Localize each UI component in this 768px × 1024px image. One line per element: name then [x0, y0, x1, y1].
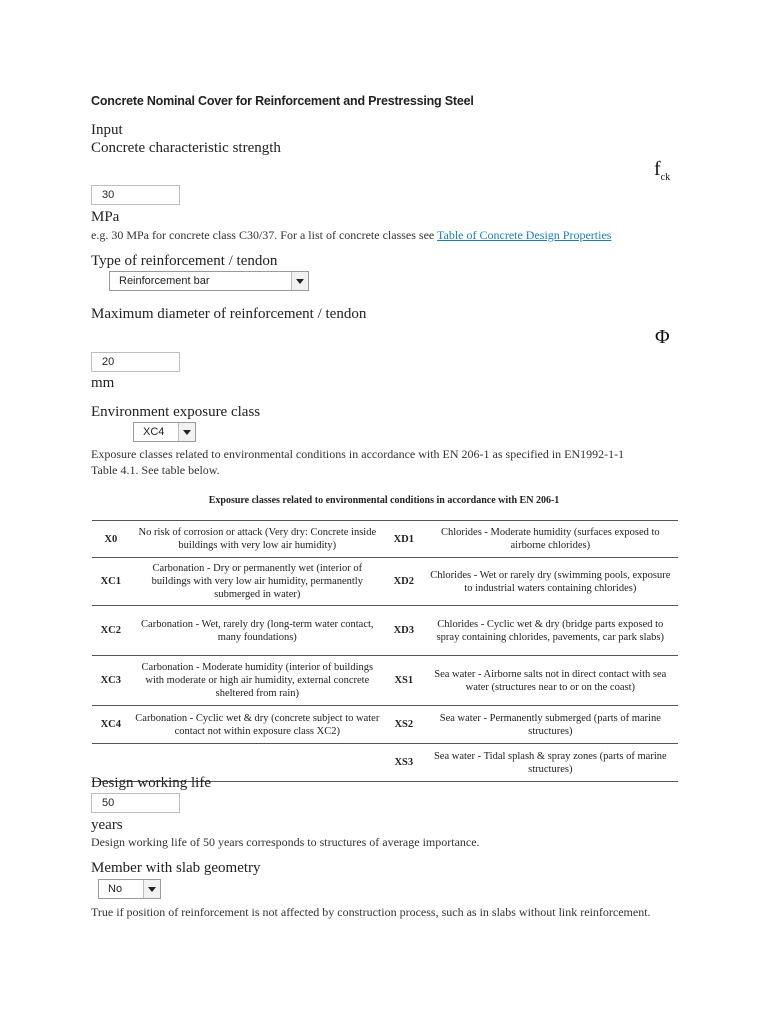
diameter-symbol: Φ [655, 326, 670, 348]
class-description: Carbonation - Cyclic wet & dry (concrete subject to water contact not within exposure class XC2) [130, 706, 385, 744]
design-life-label: Design working life [91, 775, 211, 791]
class-description: Carbonation - Moderate humidity (interior of buildings with moderate or high air humidity, external concrete sheltered from rain) [130, 656, 385, 706]
class-description: Sea water - Airborne salts not in direct contact with sea water (structures near to or on the coast) [423, 656, 678, 706]
class-code: XS2 [385, 706, 423, 744]
class-description: Carbonation - Dry or permanently wet (interior of buildings with very low air humidity, permanently submerged in water) [130, 558, 385, 606]
class-description: No risk of corrosion or attack (Very dry: Concrete inside buildings with very low air humidity) [130, 521, 385, 558]
concrete-properties-link[interactable]: Table of Concrete Design Properties [437, 228, 612, 242]
reinforcement-type-value: Reinforcement bar [119, 275, 210, 287]
max-diameter-label: Maximum diameter of reinforcement / tendon [91, 306, 367, 322]
design-life-input[interactable]: 50 [91, 793, 180, 813]
class-code: XD3 [385, 606, 423, 656]
class-code: XC3 [92, 656, 130, 706]
exposure-table [92, 520, 678, 782]
chevron-down-icon [143, 880, 160, 898]
class-code: XD2 [385, 558, 423, 606]
slab-label: Member with slab geometry [91, 860, 261, 876]
exposure-label: Environment exposure class [91, 404, 261, 420]
class-description: Chlorides - Wet or rarely dry (swimming pools, exposure to industrial waters containing chlorides) [423, 558, 678, 606]
chevron-down-icon [178, 423, 195, 441]
exposure-table-title: Exposure classes related to environmental conditions in accordance with EN 206-1 [208, 495, 560, 506]
table-row [92, 656, 678, 706]
reinforcement-type-select[interactable] [109, 271, 309, 291]
page-title: Concrete Nominal Cover for Reinforcement and Prestressing Steel [91, 94, 474, 108]
class-code: XC1 [92, 558, 130, 606]
table-row [92, 606, 678, 656]
class-description: Chlorides - Moderate humidity (surfaces exposed to airborne chlorides) [423, 521, 678, 558]
chevron-down-icon [291, 272, 308, 290]
strength-symbol: $f_{ck}$ [654, 158, 671, 183]
table-row [92, 558, 678, 606]
table-row [92, 706, 678, 744]
class-code: XC4 [92, 706, 130, 744]
diameter-input[interactable]: 20 [91, 352, 180, 372]
strength-unit: MPa [91, 209, 120, 225]
class-code: XS3 [385, 744, 423, 782]
strength-input[interactable]: 30 [91, 185, 180, 205]
class-code: X0 [92, 521, 130, 558]
class-code: XD1 [385, 521, 423, 558]
reinforcement-type-label: Type of reinforcement / tendon [91, 253, 278, 269]
slab-value: No [108, 883, 123, 895]
class-description: Sea water - Tidal splash & spray zones (parts of marine structures) [423, 744, 678, 782]
exposure-select[interactable] [133, 422, 196, 442]
strength-label: Concrete characteristic strength [91, 140, 281, 156]
design-life-unit: years [91, 817, 123, 833]
class-code: XS1 [385, 656, 423, 706]
strength-note: e.g. 30 MPa for concrete class C30/37. For a list of concrete classes see Table of Concrete Design Properties [91, 228, 612, 242]
class-description: Sea water - Permanently submerged (parts of marine structures) [423, 706, 678, 744]
exposure-value: XC4 [143, 426, 165, 438]
diameter-unit: mm [91, 375, 115, 391]
class-description: Chlorides - Cyclic wet & dry (bridge parts exposed to spray containing chlorides, pavements, car park slabs) [423, 606, 678, 656]
exposure-note: Exposure classes related to environmental conditions in accordance with EN 206-1 as specified in EN1992-1-1 Table 4.1. See table below. [91, 447, 625, 477]
slab-note: True if position of reinforcement is not affected by construction process, such as in slabs without link reinforcement. [91, 905, 651, 919]
input-heading: Input [91, 122, 123, 138]
table-row [92, 521, 678, 558]
design-life-note: Design working life of 50 years corresponds to structures of average importance. [91, 835, 480, 849]
class-description: Carbonation - Wet, rarely dry (long-term water contact, many foundations) [130, 606, 385, 656]
slab-select[interactable] [98, 879, 161, 899]
class-code: XC2 [92, 606, 130, 656]
